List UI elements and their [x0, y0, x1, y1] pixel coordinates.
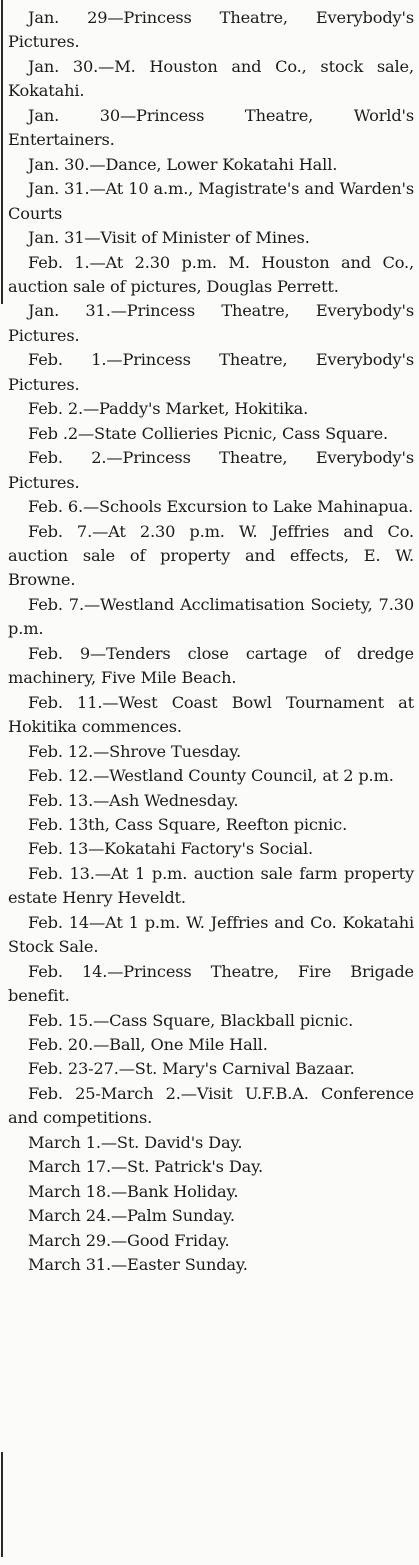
event-entry: March 18.—Bank Holiday.	[28, 1181, 239, 1201]
event-entry: Jan. 31.—At 10 a.m., Magistrate's and Warden's Courts	[8, 179, 414, 223]
event-entry: Jan. 31.—Princess Theatre, Everybody's Pictures.	[8, 301, 414, 345]
event-entry: Feb. 13.—Ash Wednesday.	[28, 790, 239, 810]
event-entry: Feb. 7.—Westland Acclimatisation Society, 7.30 p.m.	[8, 594, 414, 639]
event-entry: March 17.—St. Patrick's Day.	[28, 1157, 263, 1177]
event-entry: Feb. 2.—Paddy's Market, Hokitika.	[28, 399, 309, 419]
event-entry: Jan. 29—Princess Theatre, Everybody's Pictures.	[8, 8, 414, 52]
event-entry: Feb .2—State Collieries Picnic, Cass Square.	[28, 423, 389, 443]
event-entry: Feb. 14—At 1 p.m. W. Jeffries and Co. Kokatahi Stock Sale.	[8, 912, 414, 957]
event-entry: March 29.—Good Friday.	[28, 1230, 230, 1250]
event-entry: Feb. 15.—Cass Square, Blackball picnic.	[28, 1010, 354, 1030]
event-entry: Feb. 20.—Ball, One Mile Hall.	[28, 1035, 268, 1055]
event-entry: Feb. 12.—Shrove Tuesday.	[28, 741, 242, 761]
event-entry: Jan. 30—Princess Theatre, World's Entertainers.	[8, 105, 414, 150]
event-entry: Feb. 1.—At 2.30 p.m. M. Houston and Co., auction sale of pictures, Douglas Perrett.	[8, 252, 414, 296]
column-rule-top	[1, 0, 3, 304]
event-entry: Feb. 12.—Westland County Council, at 2 p.m.	[28, 766, 394, 786]
event-entry: Feb. 13th, Cass Square, Reefton picnic.	[28, 814, 348, 834]
event-entry: March 1.—St. David's Day.	[28, 1132, 243, 1152]
event-entry: March 24.—Palm Sunday.	[28, 1206, 235, 1226]
event-entry: Feb. 13—Kokatahi Factory's Social.	[28, 839, 313, 859]
event-entry: Feb. 2.—Princess Theatre, Everybody's Pictures.	[8, 448, 414, 492]
events-column	[8, 6, 414, 1278]
event-entry: Feb. 7.—At 2.30 p.m. W. Jeffries and Co. auction sale of property and effects, E. W. Browne.	[8, 521, 414, 590]
event-entry: Feb. 11.—West Coast Bowl Tournament at Hokitika commences.	[8, 692, 414, 737]
event-entry: March 31.—Easter Sunday.	[28, 1255, 248, 1275]
event-entry: Feb. 23-27.—St. Mary's Carnival Bazaar.	[28, 1059, 355, 1079]
event-entry: Jan. 30.—M. Houston and Co., stock sale, Kokatahi.	[8, 56, 414, 101]
event-entry: Feb. 9—Tenders close cartage of dredge machinery, Five Mile Beach.	[8, 643, 414, 688]
event-entry: Feb. 25-March 2.—Visit U.F.B.A. Conference and competitions.	[8, 1083, 414, 1128]
event-entry: Feb. 13.—At 1 p.m. auction sale farm property estate Henry Heveldt.	[8, 863, 414, 908]
event-entry: Feb. 1.—Princess Theatre, Everybody's Pictures.	[8, 350, 414, 394]
event-entry: Feb. 14.—Princess Theatre, Fire Brigade benefit.	[8, 961, 414, 1006]
event-entry: Feb. 6.—Schools Excursion to Lake Mahinapua.	[28, 497, 414, 517]
event-entry: Jan. 30.—Dance, Lower Kokatahi Hall.	[28, 154, 338, 174]
event-entry: Jan. 31—Visit of Minister of Mines.	[28, 228, 310, 248]
column-rule-bottom	[1, 1452, 3, 1557]
